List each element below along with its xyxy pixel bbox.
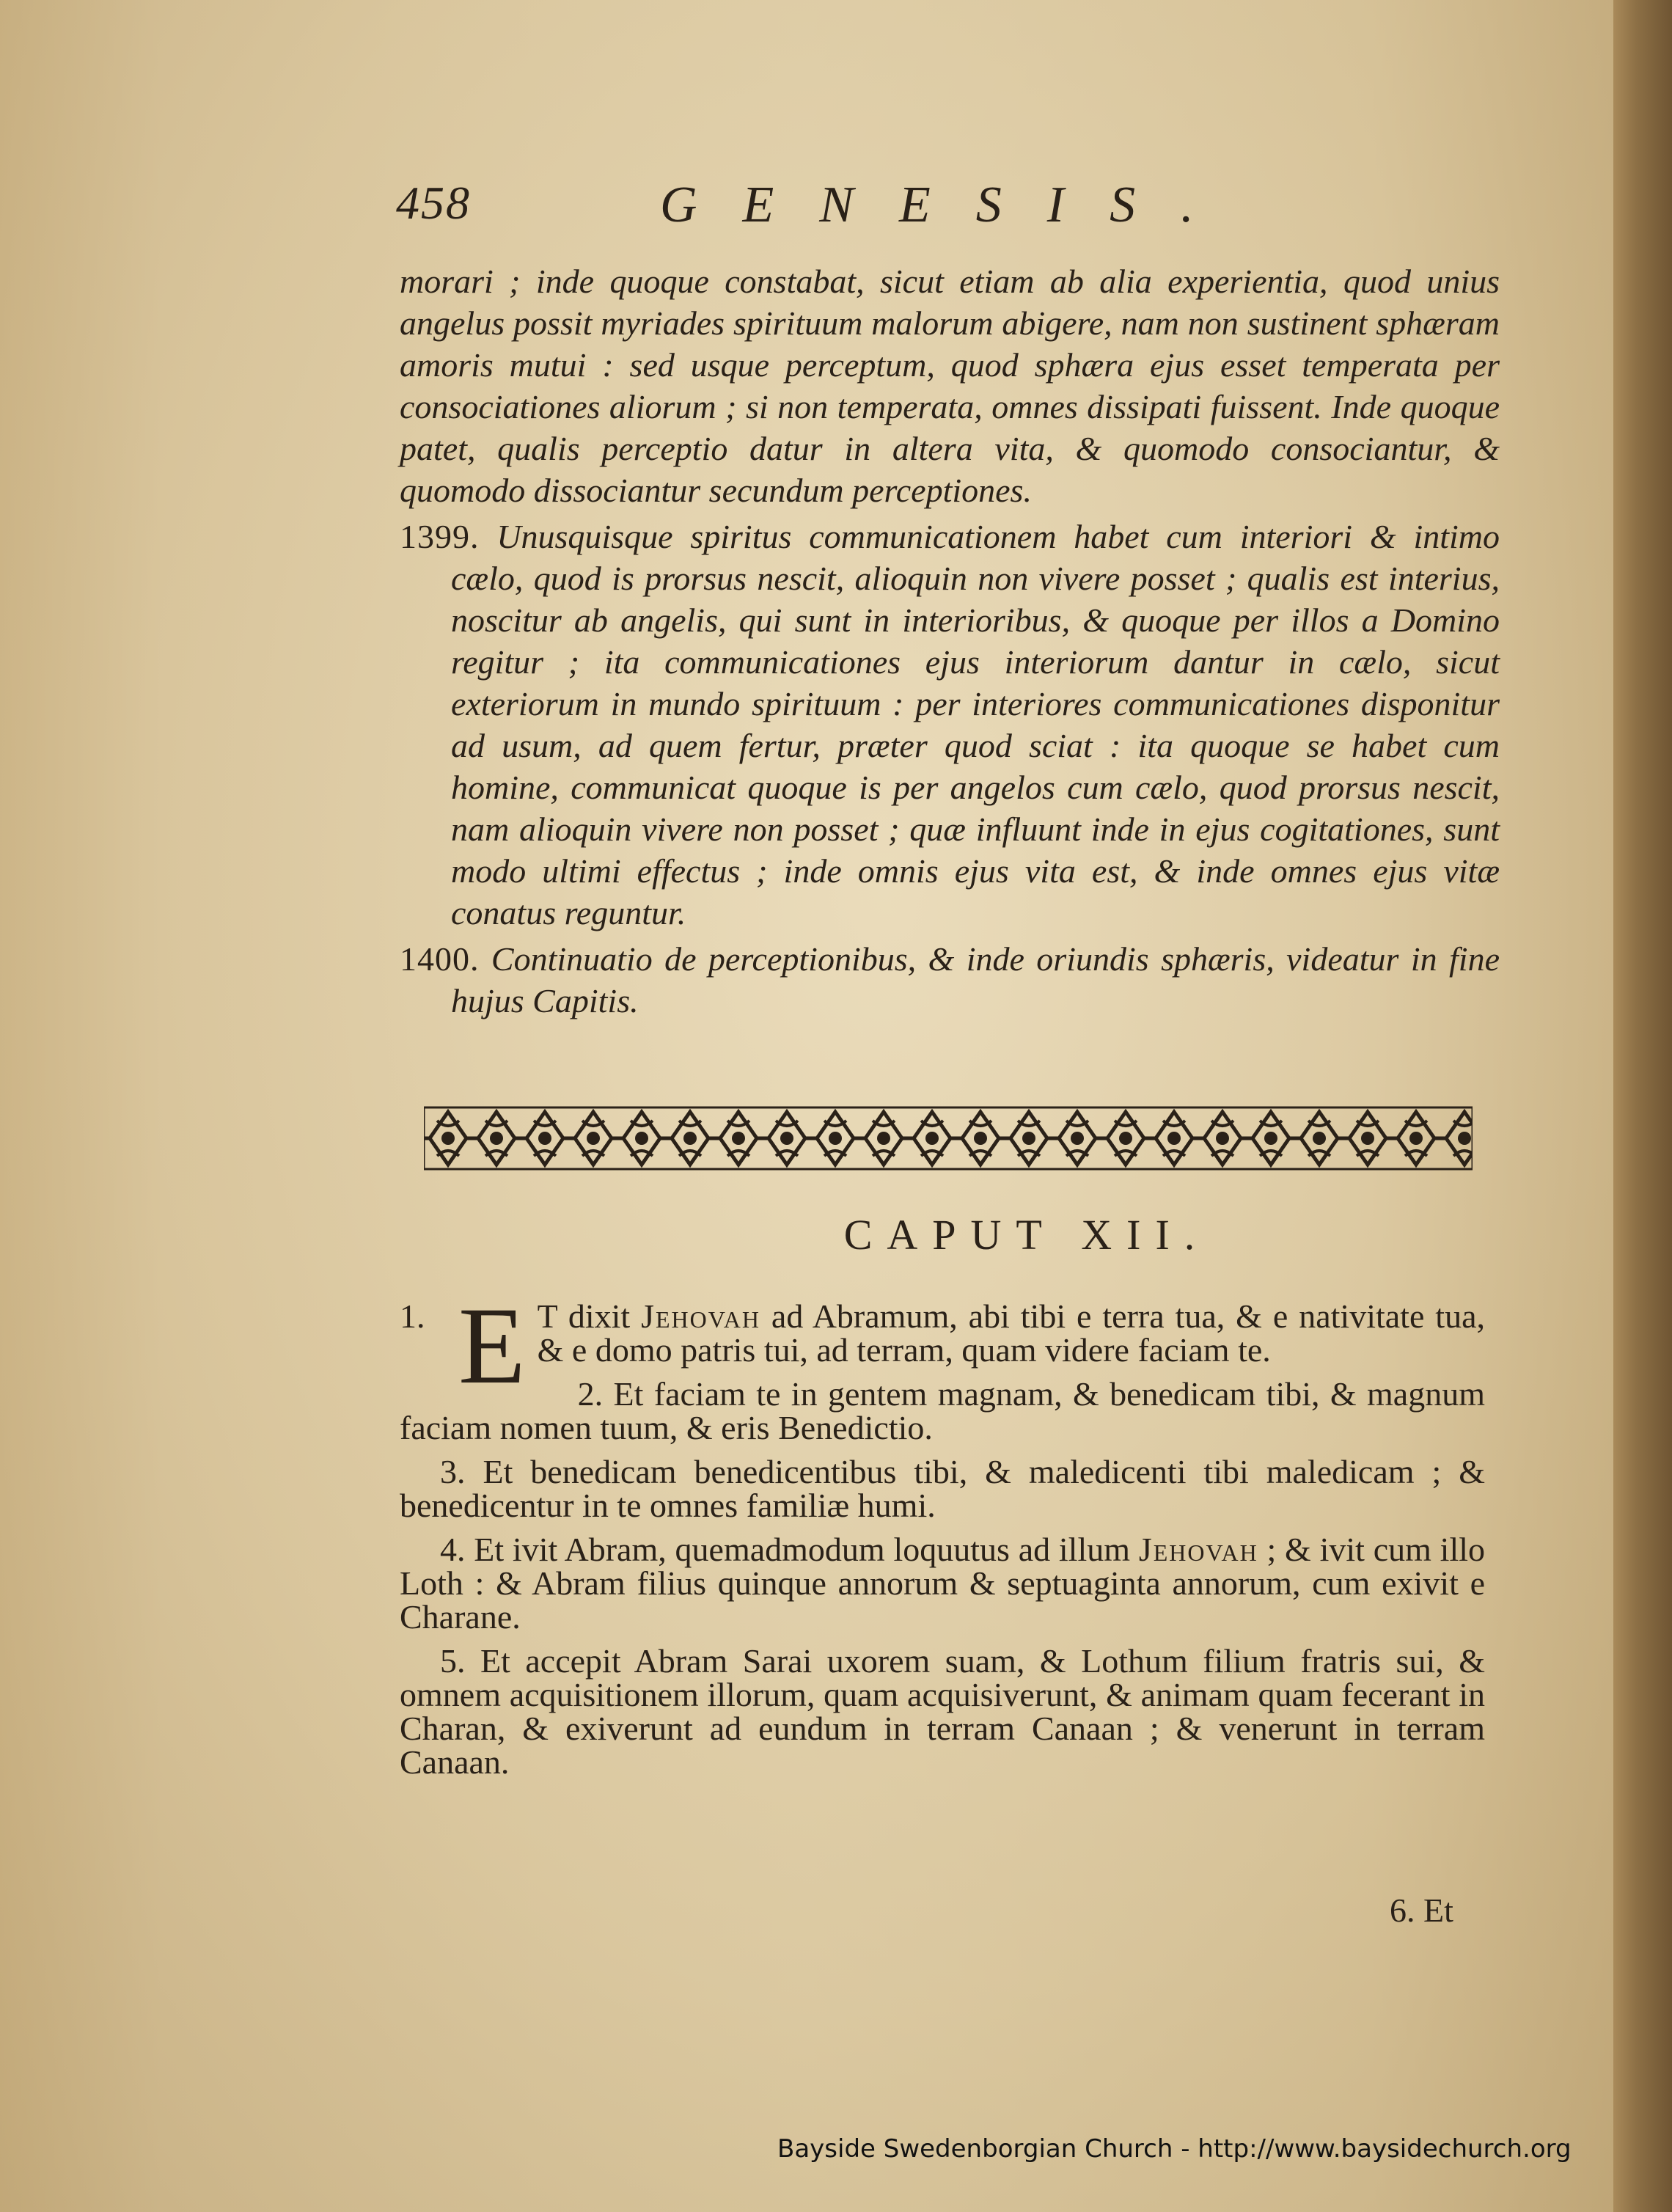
divine-name: Jehovah	[641, 1297, 760, 1335]
commentary-paragraph-1400	[400, 938, 1500, 1022]
verse-5: 5. Et accepit Abram Sarai uxorem suam, & Lothum filium fratris sui, & omnem acquisitionem illorum, quam acquisiverunt, & animam quam fecerant in Charan, & exiverunt ad eundum in terram Canaan ; & venerunt in terram Canaan.	[400, 1642, 1486, 1781]
commentary-paragraph-1399	[400, 516, 1500, 934]
divine-name: Jehovah	[1138, 1531, 1258, 1568]
running-title: GENESIS.	[660, 177, 1239, 233]
paragraph-number: 1399.	[400, 518, 480, 555]
paragraph-text: Unusquisque spiritus communicationem habet cum interiori & intimo cælo, quod is prorsus nescit, alioquin non vivere posset ; qualis est interius, noscitur ab angelis, qui sunt in interioribus, & quoque per illos a Domino regitur ; ita communicationes ejus interiorum dantur in cælo, sicut exteriorum in mundo spirituum : per interiores communicationes disponitur ad usum, ad quem fertur, præter quod sciat : ita quoque se habet cum homine, communicat quoque is per angelos cum cælo, quod prorsus nescit, nam alioquin vivere non posset ; quæ influunt inde in ejus cogitationes, sunt modo ultimi effectus ; inde omnis ejus vita est, & inde omnes ejus vitæ conatus reguntur.	[451, 518, 1500, 931]
page-number: 458	[396, 177, 471, 229]
paragraph-number: 1400.	[400, 940, 480, 978]
verse-2: 2. Et faciam te in gentem magnam, & benedicam tibi, & magnum faciam nomen tuum, & eris Benedictio.	[400, 1375, 1486, 1446]
commentary-continuation: morari ; inde quoque constabat, sicut etiam ab alia experientia, quod unius angelus possit myriades spirituum malorum abigere, nam non sustinent sphæram amoris mutui : sed usque perceptum, quod sphæra ejus esset temperata per consociationes aliorum ; si non temperata, omnes dissipati fuissent. Inde quoque patet, qualis perceptio datur in altera vita, & quomodo consociantur, & quomodo dissociantur secundum perceptiones.	[400, 263, 1500, 509]
source-watermark: Bayside Swedenborgian Church - http://www.baysidechurch.org	[777, 2134, 1572, 2164]
ornamental-band	[424, 1106, 1473, 1171]
paragraph-text: Continuatio de perceptionibus, & inde oriundis sphæris, videatur in fine hujus Capitis.	[451, 940, 1500, 1019]
commentary-block	[400, 260, 1500, 1022]
scripture-text	[400, 1285, 1486, 1790]
verse-number: 1.	[400, 1297, 425, 1335]
verse-number: 2.	[577, 1375, 604, 1413]
page-header	[396, 176, 1496, 242]
verse-number: 3.	[440, 1453, 466, 1490]
catchword: 6. Et	[1390, 1891, 1453, 1929]
chapter-heading: CAPUT XII.	[843, 1211, 1210, 1259]
verse-number: 4.	[440, 1531, 466, 1568]
drop-cap: E	[458, 1285, 526, 1407]
verse-1: 1. E T dixit Jehovah ad Abramum, abi tibi e terra tua, & e nativitate tua, & e domo patris tui, ad terram, quam videre faciam te.	[400, 1285, 1485, 1407]
verse-number: 5.	[440, 1642, 466, 1680]
book-binding-edge	[1613, 0, 1672, 2212]
verse-4: 4. Et ivit Abram, quemadmodum loquutus ad illum Jehovah ; & ivit cum illo Loth : & Abram filius quinque annorum & septuaginta annorum, cum exivit e Charane.	[400, 1531, 1486, 1636]
verse-3: 3. Et benedicam benedicentibus tibi, & maledicenti tibi maledicam ; & benedicentur in te omnes familiæ humi.	[400, 1453, 1486, 1524]
